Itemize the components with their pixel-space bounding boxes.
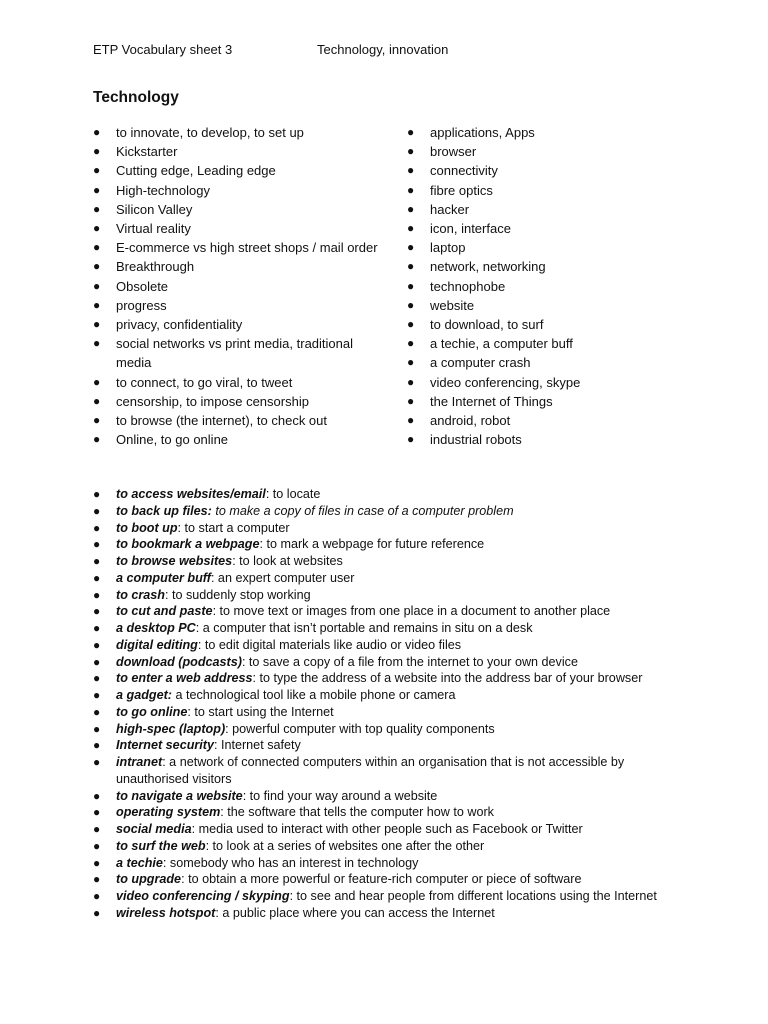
- definition-item: [93, 804, 693, 821]
- definition-text: : somebody who has an interest in technology: [162, 855, 419, 870]
- vocab-item-text: Silicon Valley: [116, 201, 193, 217]
- definition-item: [93, 520, 693, 537]
- bullet-icon: ●: [93, 704, 101, 719]
- definition-item: [93, 570, 693, 587]
- bullet-icon: ●: [93, 278, 101, 293]
- vocab-item: [407, 277, 707, 296]
- definition-term: download (podcasts): [116, 654, 242, 669]
- bullet-icon: ●: [93, 889, 101, 903]
- vocab-item-text: android, robot: [430, 413, 511, 429]
- vocab-list-left: [93, 123, 383, 449]
- bullet-icon: ●: [93, 503, 101, 518]
- definition-term: to boot up: [116, 520, 178, 535]
- vocab-item: [93, 411, 383, 430]
- bullet-icon: ●: [93, 872, 101, 887]
- bullet-icon: ●: [93, 537, 101, 552]
- definition-item: [93, 503, 693, 520]
- definition-item: [93, 654, 693, 671]
- definition-term: digital editing: [116, 637, 198, 652]
- vocab-item: [93, 392, 383, 411]
- bullet-icon: ●: [93, 487, 101, 501]
- definition-term: to cut and paste: [116, 604, 213, 619]
- bullet-icon: ●: [93, 432, 101, 447]
- vocab-item: [407, 392, 707, 411]
- definition-item: [93, 855, 693, 872]
- vocab-item: [407, 334, 707, 353]
- vocab-item: [407, 296, 707, 315]
- bullet-icon: ●: [407, 144, 415, 159]
- definition-text: : to start a computer: [177, 520, 290, 535]
- vocab-item: [407, 373, 707, 392]
- definition-item: [93, 670, 693, 687]
- definition-text: : to type the address of a website into the address bar of your browser: [252, 671, 643, 686]
- vocab-item: [93, 238, 383, 257]
- vocab-item: [407, 238, 707, 257]
- vocab-item: [93, 334, 383, 372]
- definition-term: a desktop PC: [116, 621, 196, 635]
- definition-term: a computer buff: [116, 570, 211, 585]
- definition-item: [93, 821, 693, 838]
- definition-term: to bookmark a webpage: [116, 537, 260, 552]
- bullet-icon: ●: [407, 317, 415, 332]
- header-topic: Technology, innovation: [317, 42, 449, 57]
- definition-item: [93, 603, 693, 620]
- bullet-icon: ●: [93, 822, 101, 836]
- vocab-item: [407, 181, 707, 200]
- definition-text: : the software that tells the computer how to work: [220, 805, 494, 820]
- bullet-icon: ●: [93, 520, 101, 535]
- bullet-icon: ●: [93, 125, 101, 139]
- definition-term: operating system: [116, 805, 221, 820]
- vocab-item-text: privacy, confidentiality: [116, 317, 243, 333]
- definition-text: : Internet safety: [213, 738, 301, 753]
- definition-term: to surf the web: [116, 838, 206, 853]
- definition-item: [93, 553, 693, 570]
- definition-term: to browse websites: [116, 554, 233, 568]
- page-header: [93, 42, 449, 57]
- definition-text: : to obtain a more powerful or feature-rich computer or piece of software: [181, 872, 582, 887]
- bullet-icon: ●: [407, 259, 415, 274]
- bullet-icon: ●: [93, 905, 101, 920]
- bullet-icon: ●: [93, 838, 101, 853]
- bullet-icon: ●: [93, 855, 101, 870]
- bullet-icon: ●: [407, 278, 415, 293]
- definition-term: to access websites/email: [116, 487, 266, 501]
- bullet-icon: ●: [93, 688, 101, 702]
- vocab-item-text: social networks vs print media, traditional media: [116, 336, 353, 371]
- definition-item: [93, 486, 693, 503]
- bullet-icon: ●: [93, 721, 101, 736]
- definition-text: : a public place where you can access the Internet: [215, 905, 495, 920]
- definition-item: [93, 754, 693, 788]
- bullet-icon: ●: [93, 201, 101, 216]
- vocab-item: [93, 142, 383, 161]
- definition-text: a technological tool like a mobile phone or camera: [171, 688, 456, 702]
- definition-item: [93, 637, 693, 654]
- vocab-item-text: connectivity: [430, 163, 498, 179]
- vocab-item-text: website: [430, 297, 475, 313]
- definition-text: : to move text or images from one place in a document to another place: [212, 604, 611, 619]
- vocab-item: [407, 315, 707, 334]
- vocab-item-text: Cutting edge, Leading edge: [116, 163, 276, 179]
- vocab-item-text: hacker: [430, 201, 470, 217]
- vocab-item-text: Breakthrough: [116, 259, 195, 275]
- bullet-icon: ●: [407, 336, 415, 351]
- bullet-icon: ●: [93, 144, 101, 159]
- bullet-icon: ●: [93, 604, 101, 619]
- bullet-icon: ●: [93, 554, 101, 568]
- definition-item: [93, 838, 693, 855]
- definition-item: [93, 721, 693, 738]
- bullet-icon: ●: [93, 182, 101, 197]
- bullet-icon: ●: [93, 621, 101, 635]
- vocab-item-text: browser: [430, 144, 477, 160]
- definition-text: : a computer that isn’t portable and remains in situ on a desk: [195, 621, 533, 635]
- definition-item: [93, 888, 693, 905]
- bullet-icon: ●: [407, 413, 415, 428]
- vocab-item-text: E-commerce vs high street shops / mail order: [116, 240, 378, 256]
- vocab-item-text: the Internet of Things: [430, 393, 553, 409]
- definition-text: : to look at websites: [232, 554, 343, 568]
- definition-text: : to see and hear people from different locations using the Internet: [289, 889, 657, 903]
- vocab-item-text: Online, to go online: [116, 432, 229, 448]
- vocab-item-text: a computer crash: [430, 355, 531, 371]
- definition-term: Internet security: [116, 738, 214, 753]
- vocab-item-text: network, networking: [430, 259, 546, 275]
- vocab-item-text: technophobe: [430, 278, 506, 294]
- vocab-item: [407, 430, 707, 449]
- definition-item: [93, 905, 693, 922]
- vocab-item-text: High-technology: [116, 182, 210, 198]
- definition-term: high-spec (laptop): [116, 721, 226, 736]
- vocab-item: [93, 277, 383, 296]
- vocab-item: [93, 181, 383, 200]
- definition-text: : to find your way around a website: [242, 788, 438, 803]
- vocab-item: [93, 219, 383, 238]
- bullet-icon: ●: [93, 393, 101, 408]
- definition-text: : to save a copy of a file from the internet to your own device: [241, 654, 578, 669]
- definition-item: [93, 788, 693, 805]
- vocab-item: [407, 142, 707, 161]
- vocab-list-right: [407, 123, 707, 449]
- definition-term: intranet: [116, 755, 163, 769]
- bullet-icon: ●: [93, 317, 101, 332]
- definition-item: [93, 620, 693, 637]
- vocab-item-text: to innovate, to develop, to set up: [116, 125, 304, 140]
- bullet-icon: ●: [407, 240, 415, 255]
- bullet-icon: ●: [407, 163, 415, 178]
- definition-term: to upgrade: [116, 872, 182, 887]
- definition-term: to back up files:: [116, 503, 212, 518]
- bullet-icon: ●: [93, 163, 101, 178]
- vocab-item: [407, 200, 707, 219]
- definition-item: [93, 704, 693, 721]
- vocab-item: [93, 161, 383, 180]
- vocab-item: [93, 315, 383, 334]
- bullet-icon: ●: [93, 259, 101, 274]
- vocab-item-text: industrial robots: [430, 432, 522, 448]
- section-title: Technology: [93, 89, 179, 106]
- header-sheet-title: ETP Vocabulary sheet 3: [93, 42, 233, 57]
- vocab-item: [407, 411, 707, 430]
- bullet-icon: ●: [93, 755, 101, 769]
- bullet-icon: ●: [93, 738, 101, 753]
- definition-term: to go online: [116, 704, 188, 719]
- bullet-icon: ●: [407, 432, 415, 447]
- vocab-item-text: Virtual reality: [116, 221, 191, 237]
- vocab-item: [93, 200, 383, 219]
- definition-term: wireless hotspot: [116, 905, 216, 920]
- definition-text: : to locate: [265, 487, 321, 501]
- vocab-item: [93, 123, 383, 142]
- vocab-item: [407, 257, 707, 276]
- bullet-icon: ●: [93, 413, 101, 428]
- bullet-icon: ●: [407, 125, 415, 139]
- definition-text: : powerful computer with top quality components: [225, 721, 495, 736]
- vocab-item-text: Kickstarter: [116, 144, 178, 160]
- definition-item: [93, 587, 693, 604]
- vocab-item-text: fibre optics: [430, 182, 493, 198]
- bullet-icon: ●: [93, 297, 101, 312]
- vocab-item: [407, 353, 707, 372]
- bullet-icon: ●: [93, 221, 101, 236]
- vocab-item-text: to download, to surf: [430, 317, 544, 333]
- definitions-list: [93, 486, 693, 922]
- definition-term: to enter a web address: [116, 671, 253, 686]
- vocab-item-text: to browse (the internet), to check out: [116, 413, 327, 429]
- vocab-item: [407, 219, 707, 238]
- definition-item: [93, 687, 693, 704]
- definition-term: to crash: [116, 587, 165, 602]
- vocab-item-text: Obsolete: [116, 278, 169, 294]
- bullet-icon: ●: [93, 587, 101, 602]
- bullet-icon: ●: [93, 374, 101, 389]
- vocab-item-text: a techie, a computer buff: [430, 336, 573, 352]
- bullet-icon: ●: [407, 393, 415, 408]
- definition-text: : media used to interact with other people such as Facebook or Twitter: [191, 822, 583, 836]
- definition-term: social media: [116, 822, 192, 836]
- vocab-item: [407, 123, 707, 142]
- bullet-icon: ●: [93, 240, 101, 255]
- bullet-icon: ●: [93, 654, 101, 669]
- bullet-icon: ●: [407, 221, 415, 236]
- bullet-icon: ●: [407, 355, 415, 370]
- bullet-icon: ●: [93, 788, 101, 803]
- bullet-icon: ●: [93, 336, 101, 351]
- definition-text: to make a copy of files in case of a computer problem: [211, 503, 514, 518]
- bullet-icon: ●: [407, 374, 415, 389]
- definition-text: : to look at a series of websites one after the other: [205, 838, 485, 853]
- bullet-icon: ●: [407, 297, 415, 312]
- vocab-item-text: censorship, to impose censorship: [116, 393, 309, 409]
- definition-term: a techie: [116, 855, 163, 870]
- vocab-item: [93, 257, 383, 276]
- vocab-item-text: progress: [116, 297, 167, 313]
- vocab-item: [407, 161, 707, 180]
- bullet-icon: ●: [93, 570, 101, 585]
- bullet-icon: ●: [407, 201, 415, 216]
- vocab-item-text: icon, interface: [430, 221, 511, 237]
- vocab-item-text: to connect, to go viral, to tweet: [116, 374, 293, 390]
- definition-term: video conferencing / skyping: [116, 889, 290, 903]
- definition-item: [93, 871, 693, 888]
- definition-text: : to suddenly stop working: [165, 587, 311, 602]
- definition-text: : an expert computer user: [210, 570, 355, 585]
- definition-item: [93, 737, 693, 754]
- definition-text: : to start using the Internet: [187, 704, 334, 719]
- definition-text: : to mark a webpage for future reference: [259, 537, 485, 552]
- definition-term: to navigate a website: [116, 788, 243, 803]
- vocab-item: [93, 430, 383, 449]
- bullet-icon: ●: [407, 182, 415, 197]
- definition-item: [93, 536, 693, 553]
- vocab-item: [93, 296, 383, 315]
- vocab-item-text: video conferencing, skype: [430, 374, 581, 390]
- bullet-icon: ●: [93, 671, 101, 686]
- vocab-item-text: applications, Apps: [430, 125, 535, 140]
- definition-term: a gadget:: [116, 688, 172, 702]
- bullet-icon: ●: [93, 637, 101, 652]
- vocab-item: [93, 373, 383, 392]
- bullet-icon: ●: [93, 805, 101, 820]
- definition-text: : to edit digital materials like audio or video files: [197, 637, 462, 652]
- definition-text: : a network of connected computers within an organisation that is not accessible by unauthorised visitors: [116, 755, 625, 786]
- vocab-item-text: laptop: [430, 240, 466, 256]
